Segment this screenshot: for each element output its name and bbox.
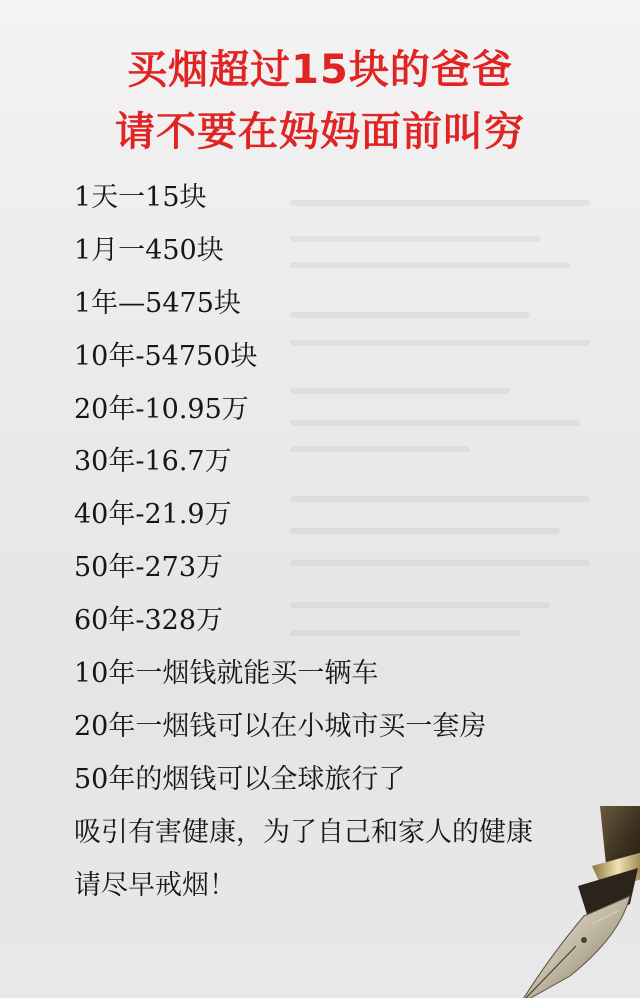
text-line: 20年一烟钱可以在小城市买一套房 (74, 710, 487, 742)
text-line: 10年一烟钱就能买一辆车 (74, 658, 379, 690)
text-line: 20年-10.95万 (74, 393, 249, 425)
page-title-line-2: 请不要在妈妈面前叫穷 (115, 109, 525, 155)
fountain-pen-icon (480, 806, 640, 998)
text-lines (74, 172, 533, 912)
text-line: 60年-328万 (74, 605, 224, 637)
text-line: 请尽早戒烟！ (74, 869, 236, 901)
text-line: 50年-273万 (74, 552, 224, 584)
text-line: 10年-54750块 (74, 340, 258, 372)
text-line: 吸引有害健康，为了自己和家人的健康 (74, 816, 533, 848)
text-line: 30年-16.7万 (74, 446, 232, 478)
text-line: 1年—5475块 (74, 287, 241, 319)
text-line: 1天一15块 (74, 182, 207, 213)
text-line: 1月一450块 (74, 234, 224, 266)
text-line: 40年-21.9万 (74, 499, 232, 531)
page-title-line-1: 买烟超过15块的爸爸 (127, 47, 513, 93)
text-line: 50年的烟钱可以全球旅行了 (74, 763, 406, 795)
